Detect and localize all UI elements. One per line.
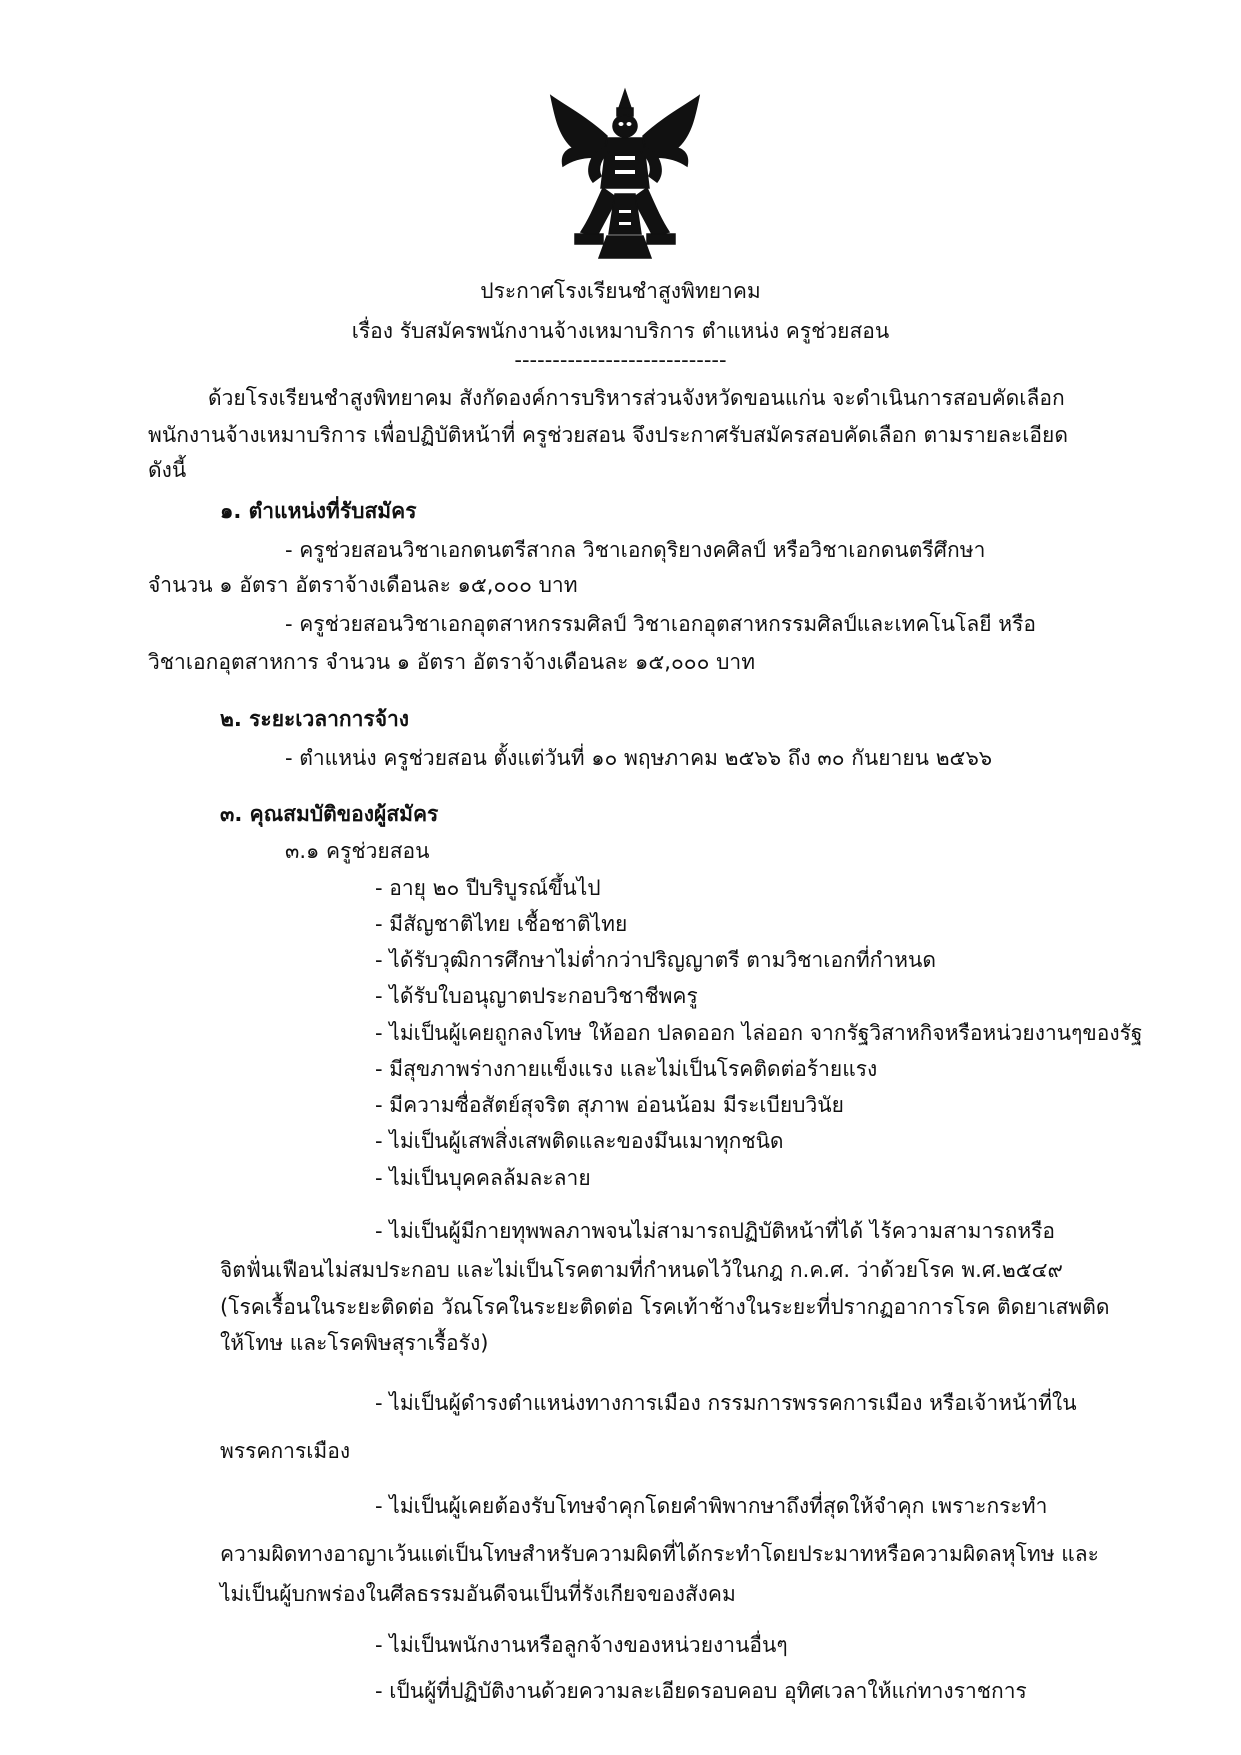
prison-line-3: ไม่เป็นผู้บกพร่องในศีลธรรมอันดีจนเป็นที่รังเกียจของสังคม bbox=[220, 1582, 736, 1606]
section-3-heading: ๓. คุณสมบัติของผู้สมัคร bbox=[220, 802, 439, 826]
title-divider: ---------------------------- bbox=[514, 348, 727, 372]
intro-line-2: พนักงานจ้างเหมาบริการ เพื่อปฏิบัติหน้าที่ ครูช่วยสอน จึงประกาศรับสมัครสอบคัดเลือก ตามรายละเอียด bbox=[148, 423, 1068, 447]
disability-line-2: จิตฟั่นเฟือนไม่สมประกอบ และไม่เป็นโรคตามที่กำหนดไว้ในกฎ ก.ค.ศ. ว่าด้วยโรค พ.ศ.๒๕๔๙ bbox=[220, 1258, 1063, 1282]
section-2-heading: ๒. ระยะเวลาการจ้าง bbox=[220, 707, 410, 731]
political-line-2: พรรคการเมือง bbox=[220, 1439, 351, 1463]
qualification-item: - ไม่เป็นผู้เสพสิ่งเสพติดและของมึนเมาทุกชนิด bbox=[375, 1129, 784, 1153]
qualification-item: - ได้รับวุฒิการศึกษาไม่ต่ำกว่าปริญญาตรี ตามวิชาเอกที่กำหนด bbox=[375, 948, 937, 972]
diligent-line: - เป็นผู้ที่ปฏิบัติงานด้วยความละเอียดรอบคอบ อุทิศเวลาให้แก่ทางราชการ bbox=[375, 1679, 1027, 1703]
qualification-item: - มีความซื่อสัตย์สุจริต สุภาพ อ่อนน้อม มีระเบียบวินัย bbox=[375, 1093, 844, 1117]
section-1-item-1-line-1: - ครูช่วยสอนวิชาเอกดนตรีสากล วิชาเอกดุริยางคศิลป์ หรือวิชาเอกดนตรีศึกษา bbox=[285, 538, 986, 562]
section-2-item-1: - ตำแหน่ง ครูช่วยสอน ตั้งแต่วันที่ ๑๐ พฤษภาคม ๒๕๖๖ ถึง ๓๐ กันยายน ๒๕๖๖ bbox=[285, 746, 993, 770]
disability-line-4: ให้โทษ และโรคพิษสุราเรื้อรัง) bbox=[220, 1331, 489, 1355]
qualification-item: - มีสุขภาพร่างกายแข็งแรง และไม่เป็นโรคติดต่อร้ายแรง bbox=[375, 1057, 878, 1081]
other-employee-line: - ไม่เป็นพนักงานหรือลูกจ้างของหน่วยงานอื่นๆ bbox=[375, 1633, 788, 1657]
disability-line-1: - ไม่เป็นผู้มีกายทุพพลภาพจนไม่สามารถปฏิบัติหน้าที่ได้ ไร้ความสามารถหรือ bbox=[375, 1219, 1056, 1243]
section-1-item-2-line-2: วิชาเอกอุตสาหการ จำนวน ๑ อัตรา อัตราจ้างเดือนละ ๑๕,๐๐๐ บาท bbox=[148, 650, 756, 674]
qualification-item: - มีสัญชาติไทย เชื้อชาติไทย bbox=[375, 912, 628, 936]
announcement-title: ประกาศโรงเรียนชำสูงพิทยาคม bbox=[480, 279, 761, 303]
political-line-1: - ไม่เป็นผู้ดำรงตำแหน่งทางการเมือง กรรมการพรรคการเมือง หรือเจ้าหน้าที่ใน bbox=[375, 1391, 1077, 1415]
announcement-subject: เรื่อง รับสมัครพนักงานจ้างเหมาบริการ ตำแหน่ง ครูช่วยสอน bbox=[351, 319, 890, 343]
section-3-sub-1: ๓.๑ ครูช่วยสอน bbox=[285, 839, 430, 863]
section-1-heading: ๑. ตำแหน่งที่รับสมัคร bbox=[220, 499, 417, 523]
intro-line-1: ด้วยโรงเรียนชำสูงพิทยาคม สังกัดองค์การบริหารส่วนจังหวัดขอนแก่น จะดำเนินการสอบคัดเลือก bbox=[208, 386, 1065, 410]
intro-line-3: ดังนี้ bbox=[148, 458, 187, 482]
qualification-item: - ไม่เป็นผู้เคยถูกลงโทษ ให้ออก ปลดออก ไล่ออก จากรัฐวิสาหกิจหรือหน่วยงานๆของรัฐ bbox=[375, 1021, 1143, 1045]
disability-line-3: (โรคเรื้อนในระยะติดต่อ วัณโรคในระยะติดต่อ โรคเท้าช้างในระยะที่ปรากฏอาการโรค ติดยาเสพติด bbox=[220, 1295, 1110, 1319]
qualification-item: - อายุ ๒๐ ปีบริบูรณ์ขึ้นไป bbox=[375, 876, 601, 900]
prison-line-1: - ไม่เป็นผู้เคยต้องรับโทษจำคุกโดยคำพิพากษาถึงที่สุดให้จำคุก เพราะกระทำ bbox=[375, 1494, 1048, 1518]
section-1-item-2-line-1: - ครูช่วยสอนวิชาเอกอุตสาหกรรมศิลป์ วิชาเอกอุตสาหกรรมศิลป์และเทคโนโลยี หรือ bbox=[285, 612, 1037, 636]
prison-line-2: ความผิดทางอาญาเว้นแต่เป็นโทษสำหรับความผิดที่ได้กระทำโดยประมาทหรือความผิดลหุโทษ และ bbox=[220, 1542, 1099, 1566]
qualification-item: - ได้รับใบอนุญาตประกอบวิชาชีพครู bbox=[375, 984, 698, 1008]
section-1-item-1-line-2: จำนวน ๑ อัตรา อัตราจ้างเดือนละ ๑๕,๐๐๐ บาท bbox=[148, 573, 578, 597]
qualification-item: - ไม่เป็นบุคคลล้มละลาย bbox=[375, 1166, 591, 1190]
garuda-emblem-icon bbox=[545, 86, 705, 266]
